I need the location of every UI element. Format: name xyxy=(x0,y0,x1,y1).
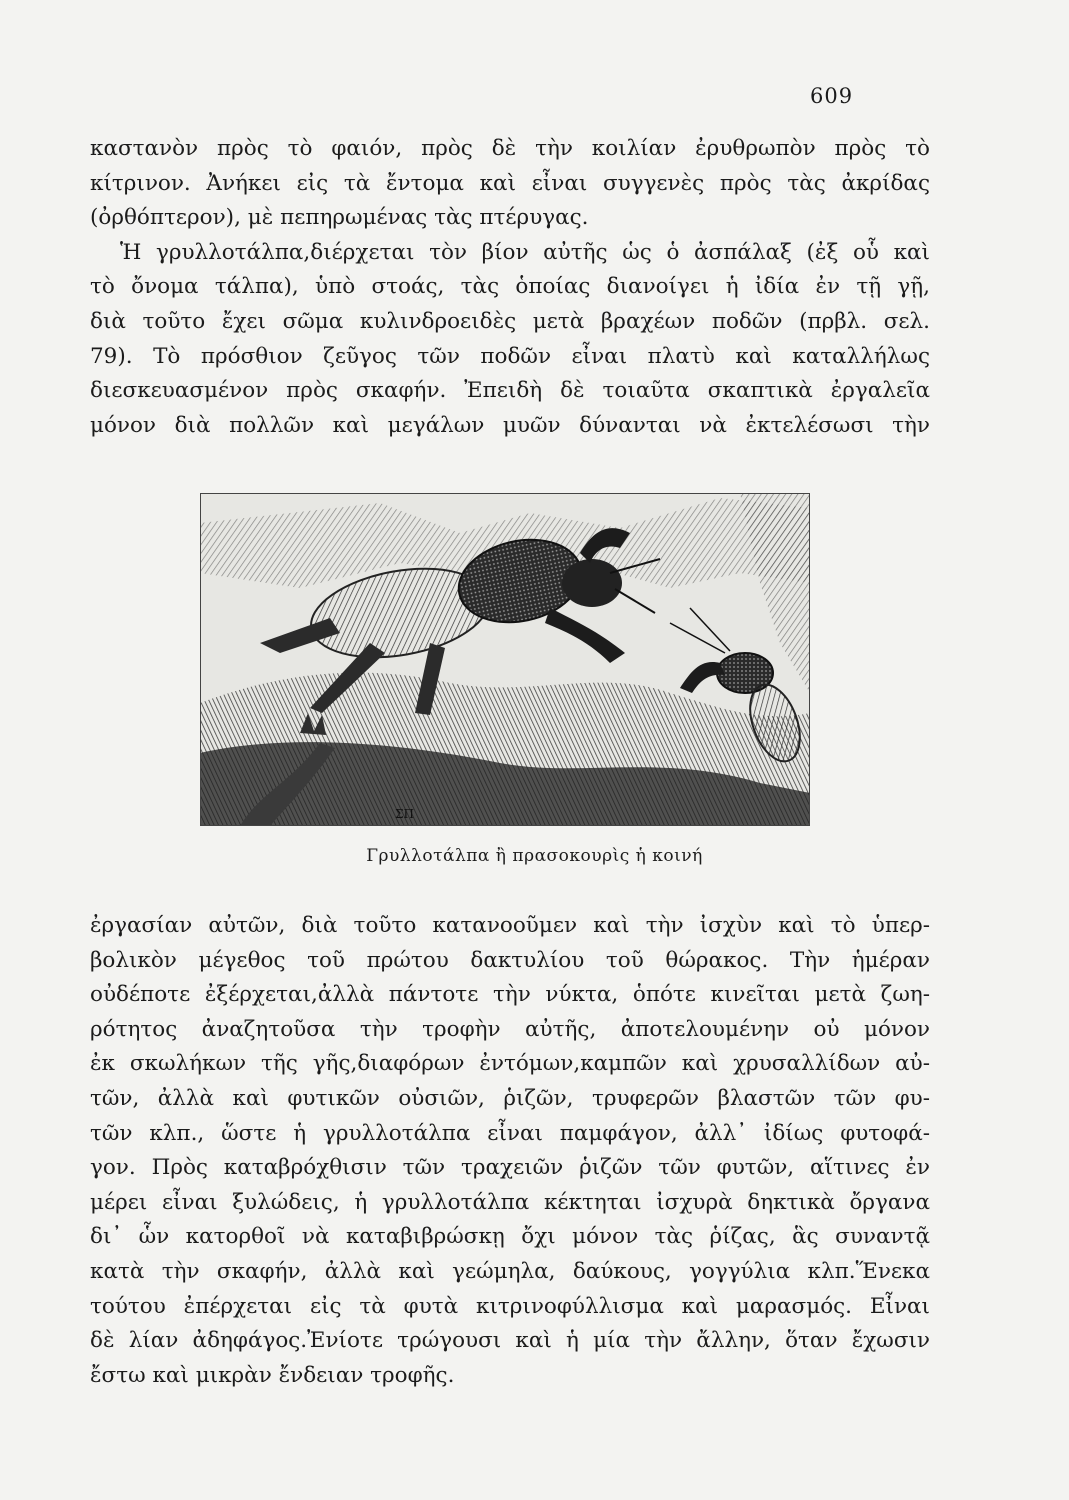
text-line: κίτρινον. Ἀνήκει εἰς τὰ ἔντομα καὶ εἶναι συγγενὲς πρὸς τὰς ἀκρίδας xyxy=(90,170,930,196)
text-line: κατὰ τὴν σκαφήν, ἀλλὰ καὶ γεώμηλα, δαύκους, γογγύλια κλπ.Ἕνεκα xyxy=(90,1258,930,1284)
text-line: ἔστω καὶ μικρὰν ἔνδειαν τροφῆς. xyxy=(90,1362,455,1388)
text-line: μόνον διὰ πολλῶν καὶ μεγάλων μυῶν δύνανται νὰ ἐκτελέσωσι τὴν xyxy=(90,412,930,438)
text-line: τούτου ἐπέρχεται εἰς τὰ φυτὰ κιτρινοφύλλισμα καὶ μαρασμός. Εἶναι xyxy=(90,1293,930,1319)
text-line: τῶν κλπ., ὥστε ἡ γρυλλοτάλπα εἶναι παμφάγον, ἀλλ᾽ ἰδίως φυτοφά- xyxy=(90,1120,930,1146)
engraving-drawing xyxy=(200,493,810,826)
text-line: δὲ λίαν ἀδηφάγος.Ἐνίοτε τρώγουσι καὶ ἡ μία τὴν ἄλλην, ὅταν ἔχωσιν xyxy=(90,1328,930,1354)
text-line: μέρει εἶναι ξυλώδεις, ἡ γρυλλοτάλπα κέκτηται ἰσχυρὰ δηκτικὰ ὄργανα xyxy=(90,1189,930,1215)
text-line: καστανὸν πρὸς τὸ φαιόν, πρὸς δὲ τὴν κοιλίαν ἐρυθρωπὸν πρὸς τὸ xyxy=(90,136,930,161)
engraver-signature: ΣΠ xyxy=(395,807,414,821)
bottom-paragraph xyxy=(90,909,930,1393)
text-line: (ὀρθόπτερον), μὲ πεπηρωμένας τὰς πτέρυγας. xyxy=(90,205,589,231)
page-number: 609 xyxy=(810,84,854,108)
text-line: διεσκευασμένον πρὸς σκαφήν. Ἐπειδὴ δὲ τοιαῦτα σκαπτικὰ ἐργαλεῖα xyxy=(90,378,930,404)
text-line: 79). Τὸ πρόσθιον ζεῦγος τῶν ποδῶν εἶναι πλατὺ καὶ καταλλήλως xyxy=(90,343,930,369)
text-line: διὰ τοῦτο ἔχει σῶμα κυλινδροειδὲς μετὰ βραχέων ποδῶν (πρβλ. σελ. xyxy=(90,308,930,334)
text-line: Ἡ γρυλλοτάλπα,διέρχεται τὸν βίον αὐτῆς ὡς ὁ ἀσπάλαξ (ἐξ οὗ καὶ xyxy=(120,239,930,265)
top-paragraph xyxy=(90,132,930,443)
text-line: οὐδέποτε ἐξέρχεται,ἀλλὰ πάντοτε τὴν νύκτα, ὁπότε κινεῖται μετὰ ζωη- xyxy=(90,982,930,1008)
text-line: γον. Πρὸς καταβρόχθισιν τῶν τραχειῶν ῥιζῶν τῶν φυτῶν, αἵτινες ἐν xyxy=(90,1155,930,1181)
text-line: ρότητος ἀναζητοῦσα τὴν τροφὴν αὐτῆς, ἀποτελουμένην οὐ μόνον xyxy=(90,1016,930,1042)
mole-cricket-illustration xyxy=(200,493,810,826)
text-line: ἐκ σκωλήκων τῆς γῆς,διαφόρων ἐντόμων,καμπῶν καὶ χρυσαλλίδων αὐ- xyxy=(90,1051,930,1077)
text-line: δι᾽ ὧν κατορθοῖ νὰ καταβιβρώσκῃ ὄχι μόνον τὰς ῥίζας, ἃς συναντᾷ xyxy=(90,1224,930,1250)
figure-caption: Γρυλλοτάλπα ἢ πρασοκουρὶς ἡ κοινή xyxy=(366,846,703,866)
text-line: τῶν, ἀλλὰ καὶ φυτικῶν οὐσιῶν, ῥιζῶν, τρυφερῶν βλαστῶν τῶν φυ- xyxy=(90,1085,930,1111)
text-line: τὸ ὄνομα τάλπα), ὑπὸ στοάς, τὰς ὁποίας διανοίγει ἡ ἰδία ἐν τῇ γῇ, xyxy=(90,274,930,300)
text-line: ἐργασίαν αὐτῶν, διὰ τοῦτο κατανοοῦμεν καὶ τὴν ἰσχὺν καὶ τὸ ὑπερ- xyxy=(90,913,930,938)
text-line: βολικὸν μέγεθος τοῦ πρώτου δακτυλίου τοῦ θώρακος. Τὴν ἡμέραν xyxy=(90,947,930,973)
